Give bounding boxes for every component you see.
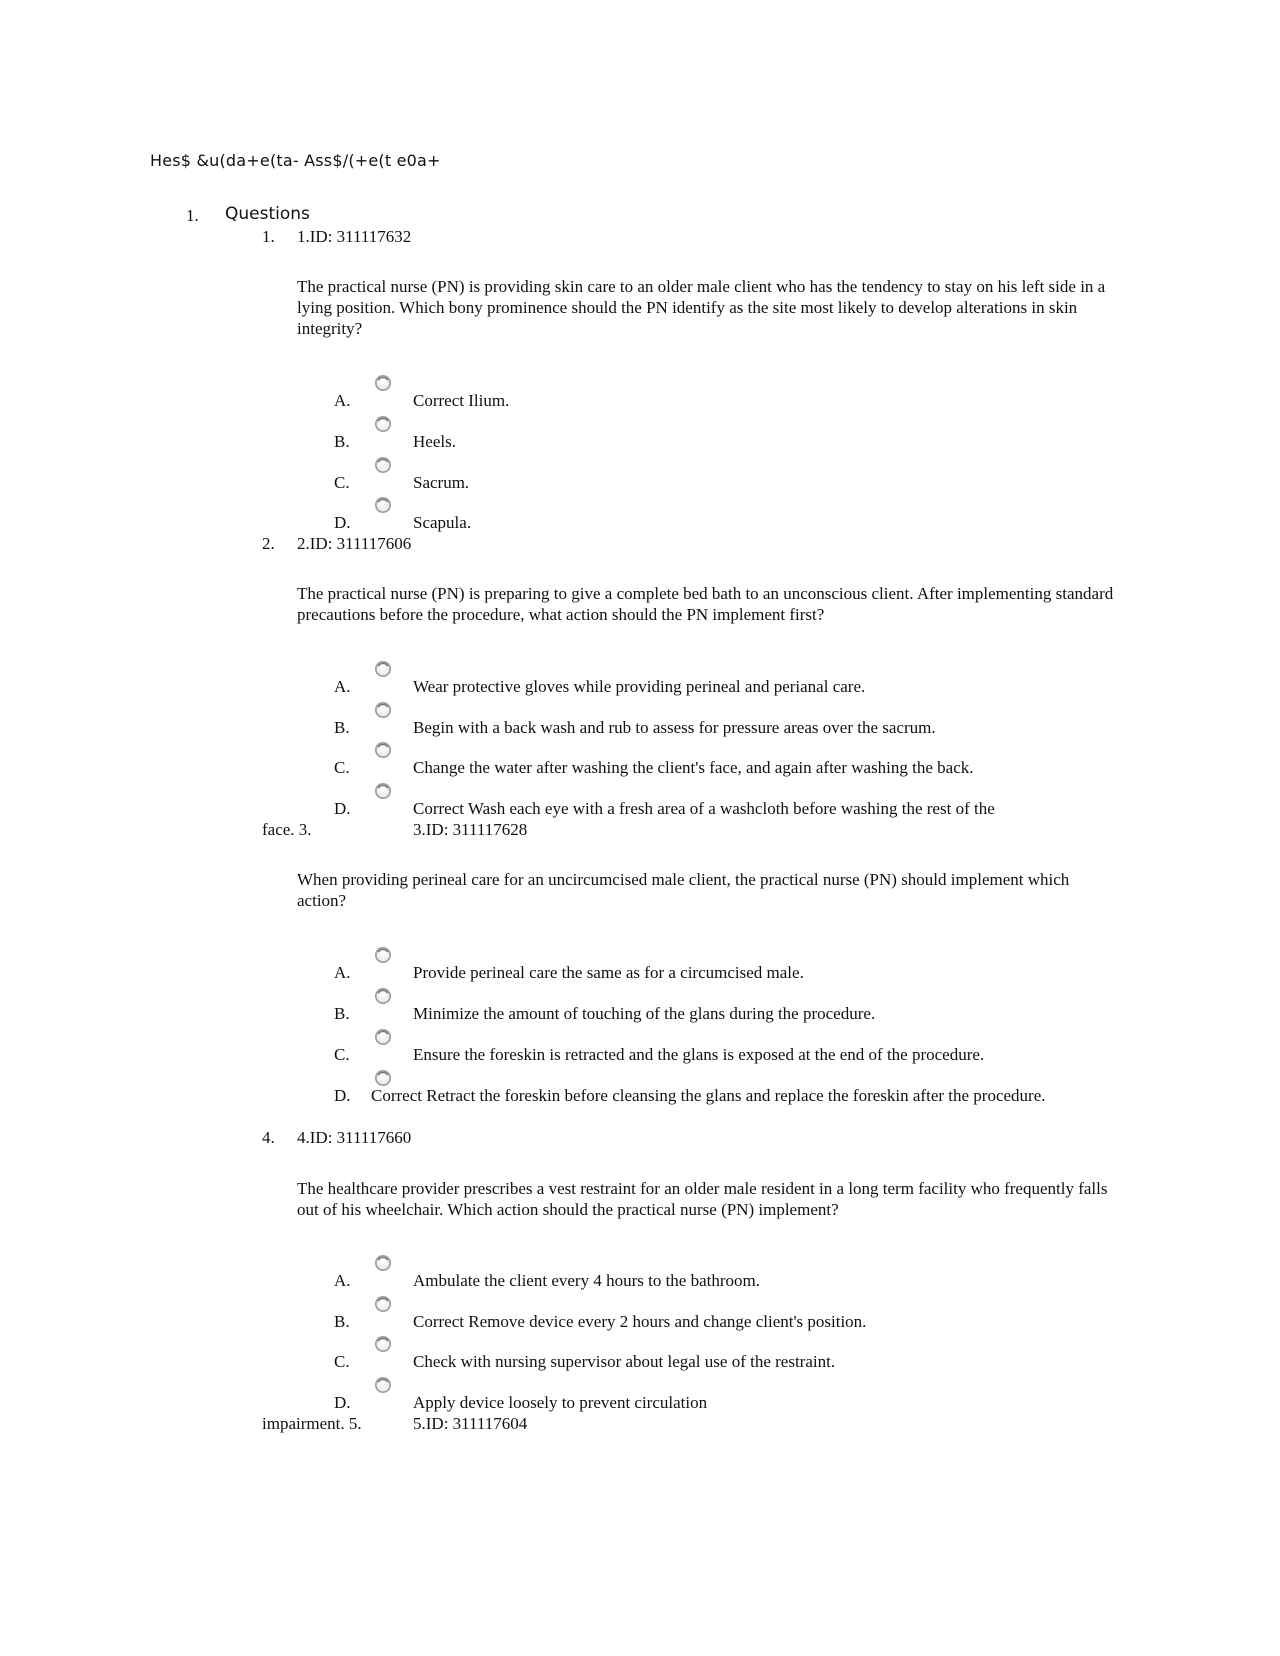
option-letter: D. bbox=[334, 1393, 351, 1412]
radio-button[interactable] bbox=[374, 456, 392, 474]
option-text: Minimize the amount of touching of the glans during the procedure. bbox=[413, 1004, 876, 1023]
option-text: Provide perineal care the same as for a circumcised male. bbox=[413, 963, 804, 982]
spillover-text: face. 3. bbox=[262, 820, 312, 839]
radio-button[interactable] bbox=[374, 946, 392, 964]
radio-button[interactable] bbox=[374, 660, 392, 678]
section-title: Questions bbox=[225, 204, 310, 224]
question-id: 3.ID: 311117628 bbox=[413, 820, 528, 839]
option-text: Correct Wash each eye with a fresh area of a washcloth before washing the rest of the bbox=[413, 799, 995, 818]
question-stem: The practical nurse (PN) is preparing to give a complete bed bath to an unconscious client. After implementing standard precautions before the procedure, what action should the PN implement first? bbox=[297, 584, 1114, 624]
option-letter: D. bbox=[334, 513, 351, 532]
option-text: Correct Remove device every 2 hours and change client's position. bbox=[413, 1312, 867, 1331]
option-letter: B. bbox=[334, 718, 350, 737]
option-text: Apply device loosely to prevent circulation bbox=[413, 1393, 708, 1412]
option-letter: C. bbox=[334, 758, 350, 777]
option-letter: A. bbox=[334, 391, 351, 410]
radio-button[interactable] bbox=[374, 496, 392, 514]
option-letter: D. bbox=[334, 799, 351, 818]
question-number: 1. bbox=[262, 227, 275, 246]
radio-button[interactable] bbox=[374, 1028, 392, 1046]
option-text: Change the water after washing the client's face, and again after washing the back. bbox=[413, 758, 974, 777]
option-letter: D. bbox=[334, 1086, 351, 1105]
option-letter: A. bbox=[334, 677, 351, 696]
option-text: Correct Ilium. bbox=[413, 391, 510, 410]
radio-button[interactable] bbox=[374, 1254, 392, 1272]
option-text: Scapula. bbox=[413, 513, 472, 532]
option-text: Sacrum. bbox=[413, 473, 470, 492]
option-letter: A. bbox=[334, 1271, 351, 1290]
option-letter: B. bbox=[334, 1312, 350, 1331]
document-header: Hes$ &u(da+e(ta- Ass$/(+e(t e0a+ bbox=[150, 151, 441, 170]
option-text: Heels. bbox=[413, 432, 456, 451]
question-number: 4. bbox=[262, 1128, 275, 1147]
section-number: 1. bbox=[186, 206, 199, 225]
option-text: Ambulate the client every 4 hours to the bathroom. bbox=[413, 1271, 760, 1290]
question-id: 2.ID: 311117606 bbox=[297, 534, 412, 553]
radio-button[interactable] bbox=[374, 374, 392, 392]
option-letter: A. bbox=[334, 963, 351, 982]
radio-button[interactable] bbox=[374, 741, 392, 759]
option-text: Correct Retract the foreskin before cleansing the glans and replace the foreskin after the procedure. bbox=[371, 1086, 1046, 1105]
option-letter: B. bbox=[334, 1004, 350, 1023]
radio-button[interactable] bbox=[374, 1376, 392, 1394]
option-text: Wear protective gloves while providing perineal and perianal care. bbox=[413, 677, 866, 696]
radio-button[interactable] bbox=[374, 415, 392, 433]
option-letter: C. bbox=[334, 1352, 350, 1371]
question-stem: The healthcare provider prescribes a vest restraint for an older male resident in a long term facility who frequently falls out of his wheelchair. Which action should the practical nurse (PN) implement? bbox=[297, 1179, 1108, 1219]
radio-button[interactable] bbox=[374, 1335, 392, 1353]
option-text: Ensure the foreskin is retracted and the glans is exposed at the end of the procedure. bbox=[413, 1045, 985, 1064]
option-letter: B. bbox=[334, 432, 350, 451]
radio-button[interactable] bbox=[374, 1295, 392, 1313]
spillover-text: impairment. 5. bbox=[262, 1414, 362, 1433]
option-letter: C. bbox=[334, 1045, 350, 1064]
question-number: 2. bbox=[262, 534, 275, 553]
radio-button[interactable] bbox=[374, 782, 392, 800]
question-id: 1.ID: 311117632 bbox=[297, 227, 412, 246]
option-letter: C. bbox=[334, 473, 350, 492]
option-text: Begin with a back wash and rub to assess for pressure areas over the sacrum. bbox=[413, 718, 936, 737]
question-stem: The practical nurse (PN) is providing skin care to an older male client who has the tendency to stay on his left side in a lying position. Which bony prominence should the PN identify as the site most likely to develop alterations in skin integrity? bbox=[297, 277, 1106, 338]
option-text: Check with nursing supervisor about legal use of the restraint. bbox=[413, 1352, 836, 1371]
question-id: 4.ID: 311117660 bbox=[297, 1128, 412, 1147]
radio-button[interactable] bbox=[374, 701, 392, 719]
question-stem: When providing perineal care for an uncircumcised male client, the practical nurse (PN) should implement which action? bbox=[297, 870, 1070, 910]
radio-button[interactable] bbox=[374, 987, 392, 1005]
question-id: 5.ID: 311117604 bbox=[413, 1414, 528, 1433]
